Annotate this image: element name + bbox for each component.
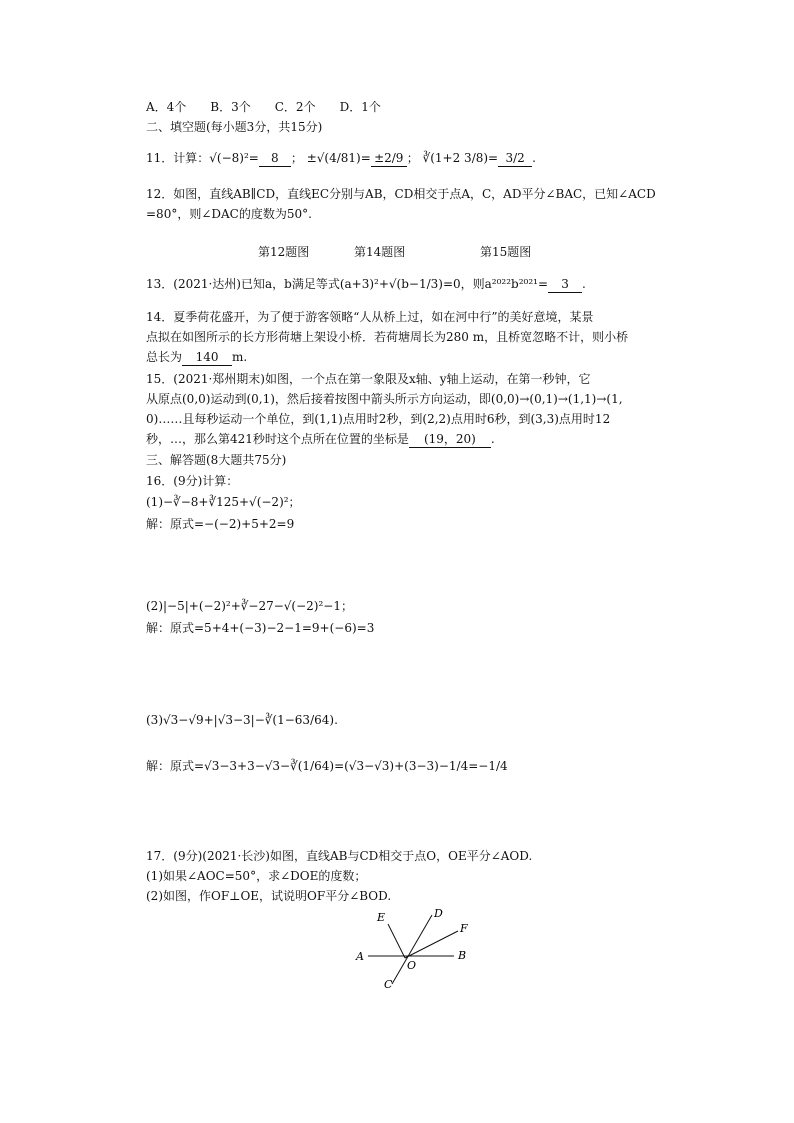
q13-text: 13．(2021·达州)已知a，b满足等式(a+3)²+√(b−1/3)=0，则a²⁰²²b²⁰²¹= [146,277,549,291]
q15-line2: 从原点(0,0)运动到(0,1)，然后接着按图中箭头所示方向运动，即(0,0)→(0,1)→(1,1)→(1, [146,392,623,406]
q16-solution1: 解：原式=−(−2)+5+2=9 [146,517,295,531]
label-d: D [434,907,443,920]
q14-line1: 14．夏季荷花盛开，为了便于游客领略“人从桥上过，如在河中行”的美好意境，某景 [146,310,594,324]
fig14-caption: 第14题图 [354,245,406,259]
ray-of [405,931,458,958]
q11-answer1: 8 [259,150,291,167]
label-a: A [356,950,364,963]
q17-figure [350,905,480,995]
q16-solution2: 解：原式=5+4+(−3)−2−1=9+(−6)=3 [146,621,375,635]
label-o: O [407,959,417,972]
q13: 13．(2021·达州)已知a，b满足等式(a+3)²+√(b−1/3)=0，则a²⁰²²b²⁰²¹= 3 . [146,277,586,291]
fig15-caption: 第15题图 [480,245,532,259]
q14-answer: 140 [182,349,232,366]
q10-options: A．4个 B．3个 C．2个 D．1个 [146,100,381,114]
q15-suffix: . [490,432,495,446]
q14-suffix: m. [232,350,248,364]
q11-expr3: ∛(1+2 3/8)= [422,151,499,165]
q11-expr1: √(−8)²= [209,151,259,165]
q17-title: 17．(9分)(2021·长沙)如图，直线AB与CD相交于点O，OE平分∠AOD. [146,849,533,863]
q15-line3: 0)……且每秒运动一个单位，到(1,1)点用时2秒，到(2,2)点用时6秒，到(3,3)点用时12 [146,412,611,426]
q11-prefix: 11．计算： [146,151,210,165]
section3-title: 三、解答题(8大题共75分) [146,453,287,467]
q16-part3: (3)√3−√9+|√3−3|−∛(1−63/64). [146,713,338,727]
q11: 11．计算：√(−8)²= 8 ； ±√(4/81)= ±2/9 ； ∛(1+2 3/8)= 3/2 . [146,151,536,165]
q14-line3 [146,349,247,366]
label-f: F [460,922,468,935]
q15-line4 [146,431,495,448]
q15-prefix: 秒，…，那么第421秒时这个点所在位置的坐标是 [146,432,409,446]
q11-expr2: ±√(4/81)= [306,151,371,165]
q13-answer: 3 [548,276,582,293]
q12-line1: 12．如图，直线AB∥CD，直线EC分别与AB，CD相交于点A，C，AD平分∠BAC，已知∠ACD [146,187,656,201]
q17-part2: (2)如图，作OF⊥OE，试说明OF平分∠BOD. [146,889,392,903]
q17-part1: (1)如果∠AOC=50°，求∠DOE的度数； [146,869,367,883]
q14-prefix: 总长为 [146,350,183,364]
label-e: E [377,911,386,924]
q16-part2: (2)|−5|+(−2)²+∛−27−√(−2)²−1； [146,599,353,613]
label-c: C [384,978,393,991]
q16-solution3: 解：原式=√3−3+3−√3−∛(1/64)=(√3−√3)+(3−3)−1/4=−1/4 [146,759,508,773]
fig12-caption: 第12题图 [258,245,310,259]
q16-title: 16．(9分)计算： [146,474,239,488]
q11-answer3: 3/2 [498,150,532,167]
ray-oe [388,924,405,958]
q12-line2: =80°，则∠DAC的度数为50°. [146,207,312,221]
q15-answer: (19，20) [409,431,491,448]
line-cd [392,915,432,984]
q15-line1: 15．(2021·郑州期末)如图，一个点在第一象限及x轴、y轴上运动，在第一秒钟，它 [146,372,591,386]
q11-answer2: ±2/9 [371,150,407,167]
q14-line2: 点拟在如图所示的长方形荷塘上架设小桥．若荷塘周长为280 m，且桥宽忽略不计，则小桥 [146,330,629,344]
q16-part1: (1)−∛−8+∛125+√(−2)²； [146,495,301,509]
label-b: B [458,949,467,962]
section2-title: 二、填空题(每小题3分，共15分) [146,120,323,134]
